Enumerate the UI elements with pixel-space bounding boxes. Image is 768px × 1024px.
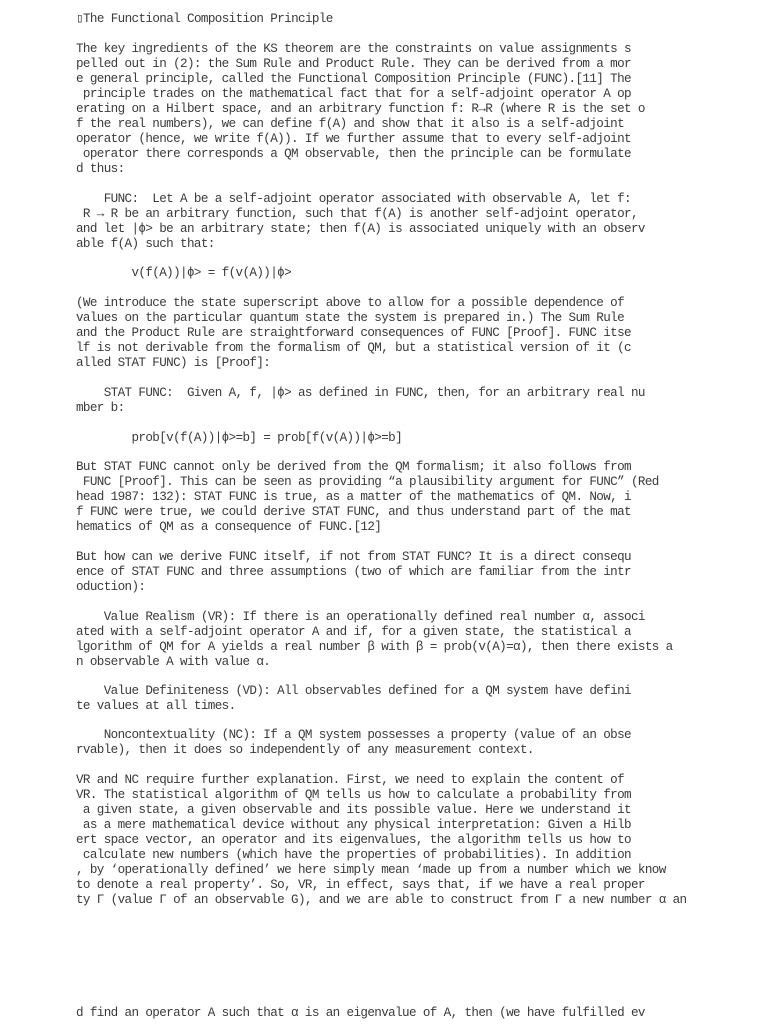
- text-line: (We introduce the state superscript above to allow for a possible dependence of: [76, 296, 625, 310]
- text-line: ty Γ (value Γ of an observable G), and we are able to construct from Γ a new number α an: [76, 893, 687, 907]
- text-line: values on the particular quantum state the system is prepared in.) The Sum Rule: [76, 311, 625, 325]
- text-line: and let |ϕ> be an arbitrary state; then f(A) is associated uniquely with an observ: [76, 222, 645, 236]
- text-line: principle trades on the mathematical fact that for a self-adjoint operator A op: [76, 87, 631, 101]
- text-line: calculate new numbers (which have the properties of probabilities). In addition: [76, 848, 631, 862]
- text-line: e general principle, called the Functional Composition Principle (FUNC).[11] The: [76, 72, 631, 86]
- text-line: f FUNC were true, we could derive STAT FUNC, and thus understand part of the mat: [76, 505, 631, 519]
- text-line: n observable A with value α.: [76, 655, 271, 669]
- text-line: d thus:: [76, 162, 125, 176]
- page-title: ▯The Functional Composition Principle: [76, 12, 333, 26]
- text-line: FUNC: Let A be a self-adjoint operator associated with observable A, let f:: [76, 192, 631, 206]
- text-line: lf is not derivable from the formalism of QM, but a statistical version of it (c: [76, 341, 631, 355]
- continuation-line: d find an operator A such that α is an eigenvalue of A, then (we have fulfilled ev: [76, 1006, 645, 1020]
- text-line: hematics of QM as a consequence of FUNC.[12]: [76, 520, 382, 534]
- text-line: ence of STAT FUNC and three assumptions (two of which are familiar from the intr: [76, 565, 631, 579]
- text-line: and the Product Rule are straightforward consequences of FUNC [Proof]. FUNC itse: [76, 326, 631, 340]
- text-line: Noncontextuality (NC): If a QM system possesses a property (value of an obse: [76, 728, 631, 742]
- text-line: VR and NC require further explanation. First, we need to explain the content of: [76, 773, 625, 787]
- text-line: f the real numbers), we can define f(A) and show that it also is a self-adjoint: [76, 117, 625, 131]
- text-line: te values at all times.: [76, 699, 236, 713]
- text-line: operator there corresponds a QM observable, then the principle can be formulate: [76, 147, 631, 161]
- text-line: The key ingredients of the KS theorem are the constraints on value assignments s: [76, 42, 631, 56]
- text-line: lgorithm of QM for A yields a real number β with β = prob(v(A)=α), then there exists a: [76, 640, 673, 654]
- text-line: alled STAT FUNC) is [Proof]:: [76, 356, 271, 370]
- text-line: a given state, a given observable and its possible value. Here we understand it: [76, 803, 631, 817]
- text-line: STAT FUNC: Given A, f, |ϕ> as defined in FUNC, then, for an arbitrary real nu: [76, 386, 645, 400]
- text-line: Value Realism (VR): If there is an operationally defined real number α, associ: [76, 610, 645, 624]
- text-line: mber b:: [76, 401, 125, 415]
- text-line: But how can we derive FUNC itself, if not from STAT FUNC? It is a direct consequ: [76, 550, 631, 564]
- text-line: FUNC [Proof]. This can be seen as providing “a plausibility argument for FUNC” (Red: [76, 475, 659, 489]
- equation-func: v(f(A))|ϕ> = f(v(A))|ϕ>: [76, 266, 292, 280]
- text-line: operator (hence, we write f(A)). If we further assume that to every self-adjoint: [76, 132, 631, 146]
- text-line: VR. The statistical algorithm of QM tells us how to calculate a probability from: [76, 788, 631, 802]
- text-line: able f(A) such that:: [76, 237, 215, 251]
- text-line: erating on a Hilbert space, and an arbitrary function f: R→R (where R is the set o: [76, 102, 645, 116]
- text-line: Value Definiteness (VD): All observables defined for a QM system have defini: [76, 684, 631, 698]
- text-line: , by ‘operationally defined’ we here simply mean ‘made up from a number which we know: [76, 863, 666, 877]
- text-line: ert space vector, an operator and its eigenvalues, the algorithm tells us how to: [76, 833, 631, 847]
- text-line: pelled out in (2): the Sum Rule and Product Rule. They can be derived from a mor: [76, 57, 631, 71]
- text-line: as a mere mathematical device without any physical interpretation: Given a Hilb: [76, 818, 631, 832]
- text-line: ated with a self-adjoint operator A and if, for a given state, the statistical a: [76, 625, 631, 639]
- equation-stat-func: prob[v(f(A))|ϕ>=b] = prob[f(v(A))|ϕ>=b]: [76, 431, 403, 445]
- text-line: oduction):: [76, 580, 146, 594]
- text-line: head 1987: 132): STAT FUNC is true, as a matter of the mathematics of QM. Now, i: [76, 490, 631, 504]
- text-line: R → R be an arbitrary function, such that f(A) is another self-adjoint operator,: [76, 207, 638, 221]
- text-line: But STAT FUNC cannot only be derived from the QM formalism; it also follows from: [76, 460, 631, 474]
- text-line: rvable), then it does so independently of any measurement context.: [76, 743, 534, 757]
- text-line: to denote a real property’. So, VR, in effect, says that, if we have a real proper: [76, 878, 645, 892]
